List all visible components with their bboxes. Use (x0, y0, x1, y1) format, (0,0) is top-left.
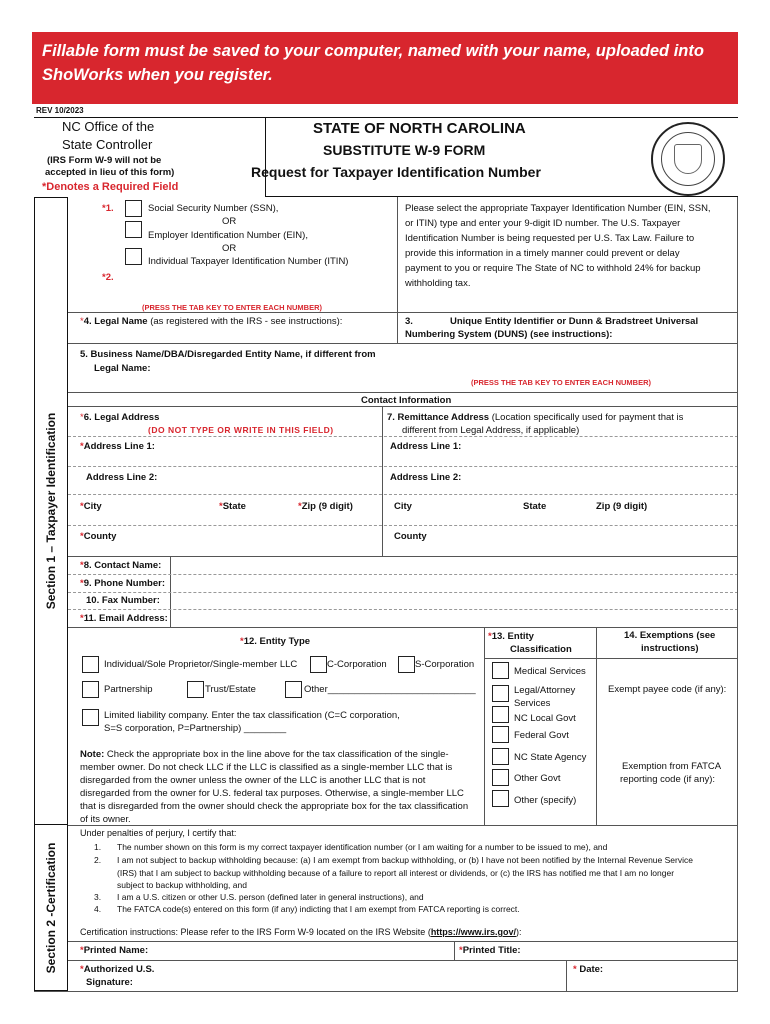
remit-zip-label: Zip (9 digit) (596, 501, 648, 512)
date-label: * Date: (573, 964, 604, 975)
s-corporation-checkbox[interactable] (398, 656, 415, 673)
section-1-label-box (34, 197, 68, 825)
address-divider (382, 406, 383, 556)
uei-label-line-1: Unique Entity Identifier or Dunn & Bradstreet Universal (450, 316, 699, 327)
entity-note-line-1: Note: Check the appropriate box in the line above for the tax classification of the single- (80, 749, 449, 760)
fatca-label-2: reporting code (if any): (620, 774, 716, 785)
divider-section-1-end (68, 825, 738, 826)
office-name-line-2: State Controller (62, 137, 153, 152)
or-label-2: OR (222, 243, 237, 254)
trust-estate-checkbox[interactable] (187, 681, 204, 698)
nc-local-govt-label: NC Local Govt (514, 713, 576, 724)
tin-question-1: *1. (102, 203, 114, 214)
phone-number-label: *9. Phone Number: (80, 578, 165, 589)
email-address-label: *11. Email Address: (80, 613, 168, 624)
tin-instructions-line-5: payment to you or require The State of NC to withhold 24% for backup (405, 263, 701, 274)
remit-address-label: 7. Remittance Address (Location specifically used for payment that is (387, 412, 684, 423)
divider-contact-name (68, 574, 738, 575)
uei-label-line-2: Numbering System (DUNS) (see instructions): (405, 329, 613, 340)
legal-attorney-label-2: Services (514, 698, 551, 709)
entity-type-header: *12. Entity Type (240, 636, 311, 647)
nc-state-agency-label: NC State Agency (514, 752, 587, 763)
tin-tab-note: (PRESS THE TAB KEY TO ENTER EACH NUMBER) (142, 303, 323, 312)
other-entity-checkbox[interactable] (285, 681, 302, 698)
legal-state-label: *State (219, 501, 246, 512)
certification-instructions: Certification instructions: Please refer to the IRS Form W-9 located on the IRS Website (https://www.irs.gov/): (80, 927, 522, 937)
section-2-label: Section 2 -Certification (44, 842, 58, 973)
individual-label: Individual/Sole Proprietor/Single-member LLC (104, 659, 298, 670)
seal-shield-icon (674, 144, 702, 174)
divider-phone (68, 592, 738, 593)
cert-item-3-text: I am a U.S. citizen or other U.S. person (defined later in general instructions), and (117, 892, 424, 902)
legal-attorney-checkbox[interactable] (492, 685, 509, 702)
cert-item-3-num: 3. (94, 892, 102, 902)
signature-label-2: Signature: (86, 977, 133, 988)
instruction-banner (32, 32, 738, 104)
business-name-label-1: 5. Business Name/DBA/Disregarded Entity Name, if different from (80, 349, 376, 360)
business-tab-note: (PRESS THE TAB KEY TO ENTER EACH NUMBER) (471, 378, 652, 387)
ssn-label: Social Security Number (SSN), (148, 203, 279, 214)
divider-printed-name (68, 941, 738, 942)
office-note-line-2: accepted in lieu of this form) (45, 167, 175, 178)
cert-item-2-cont-2: subject to backup withholding, and (117, 880, 247, 890)
individual-checkbox[interactable] (82, 656, 99, 673)
entity-note-line-2: member owner. Do not check LLC if the LLC is classified as a single-member LLC that is (80, 762, 453, 773)
divider-city (68, 525, 738, 526)
divider-county (68, 556, 738, 557)
entity-note-line-4: disregarded from the owner for U.S. federal tax purposes. Otherwise, a single-member LLC (80, 788, 464, 799)
banner-line-2: ShoWorks when you register. (42, 66, 273, 84)
contact-information-header: Contact Information (361, 395, 452, 406)
divider-signature (68, 960, 738, 961)
medical-services-label: Medical Services (514, 666, 586, 677)
certification-intro: Under penalties of perjury, I certify that: (80, 828, 237, 838)
exemptions-header-1: 14. Exemptions (see (624, 630, 716, 641)
required-field-notice: *Denotes a Required Field (42, 181, 179, 193)
remit-address-line-2: Address Line 2: (390, 472, 462, 483)
federal-govt-checkbox[interactable] (492, 726, 509, 743)
nc-state-agency-checkbox[interactable] (492, 748, 509, 765)
remit-county-label: County (394, 531, 427, 542)
ssn-checkbox[interactable] (125, 200, 142, 217)
divider-legal-name (68, 343, 738, 344)
remit-address-line-1: Address Line 1: (390, 441, 462, 452)
revision-label: REV 10/2023 (36, 106, 84, 115)
partnership-checkbox[interactable] (82, 681, 99, 698)
classification-header-1: *13. Entity (488, 631, 534, 642)
tin-instructions-line-6: withholding tax. (405, 278, 471, 289)
contact-name-label: *8. Contact Name: (80, 560, 162, 571)
divider-address-line-1 (68, 466, 738, 467)
business-name-label-2: Legal Name: (94, 363, 151, 374)
llc-checkbox[interactable] (82, 709, 99, 726)
printed-name-label: *Printed Name: (80, 945, 149, 956)
fatca-label-1: Exemption from FATCA (622, 761, 722, 772)
cert-item-2-cont-1: (IRS) that I am subject to backup withholding because of a failure to report all interest or dividends, or (c) the IRS has notified me that I am no longer (117, 868, 675, 878)
ein-checkbox[interactable] (125, 221, 142, 238)
banner-line-1: Fillable form must be saved to your computer, named with your name, uploaded into (42, 42, 704, 60)
tin-instructions-line-1: Please select the appropriate Taxpayer Identification Number (EIN, SSN, (405, 203, 711, 214)
legal-address-line-2: Address Line 2: (86, 472, 158, 483)
irs-website-link[interactable]: https://www.irs.gov/ (430, 927, 516, 937)
divider-classification-header (484, 658, 738, 659)
legal-attorney-label-1: Legal/Attorney (514, 685, 576, 696)
c-corporation-label: C-Corporation (327, 659, 387, 670)
form-title-request: Request for Taxpayer Identification Number (251, 164, 541, 180)
legal-county-label: *County (80, 531, 117, 542)
date-divider (566, 960, 567, 991)
section-1-label: Section 1 – Taxpayer Identification (44, 412, 58, 610)
legal-address-line-1: *Address Line 1: (80, 441, 155, 452)
entity-note-line-3: disregarded from the owner unless the owner of the LLC is another LLC that is not (80, 775, 426, 786)
cert-item-1-num: 1. (94, 842, 102, 852)
tin-instructions-line-4: provide this information in a timely manner could prevent or delay (405, 248, 680, 259)
other-specify-checkbox[interactable] (492, 790, 509, 807)
ein-label: Employer Identification Number (EIN), (148, 230, 308, 241)
itin-label: Individual Taxpayer Identification Number (ITIN) (148, 256, 349, 267)
legal-address-label: *6. Legal Address (80, 412, 160, 423)
cert-item-4-num: 4. (94, 904, 102, 914)
cert-item-4-text: The FATCA code(s) entered on this form (if any) indicting that I am exempt from FATCA reporting is correct. (117, 904, 520, 914)
other-govt-checkbox[interactable] (492, 769, 509, 786)
medical-services-checkbox[interactable] (492, 662, 509, 679)
divider-address-line-2 (68, 494, 738, 495)
trust-estate-label: Trust/Estate (205, 684, 256, 695)
remit-state-label: State (523, 501, 547, 512)
other-govt-label: Other Govt (514, 773, 561, 784)
printed-title-divider (454, 941, 455, 960)
divider-form-end (34, 991, 738, 992)
classification-header-2: Classification (510, 644, 572, 655)
legal-zip-label: *Zip (9 digit) (298, 501, 353, 512)
other-entity-label: Other____________________________ (304, 684, 476, 695)
llc-label-1: Limited liability company. Enter the tax classification (C=C corporation, (104, 710, 400, 721)
itin-checkbox[interactable] (125, 248, 142, 265)
cert-item-1-text: The number shown on this form is my correct taxpayer identification number (or I am waiting for a number to be issued to me), and (117, 842, 608, 852)
c-corporation-checkbox[interactable] (310, 656, 327, 673)
tin-instructions-line-2: or ITIN) type and enter your 9-digit ID number. The U.S. Taxpayer (405, 218, 681, 229)
legal-address-warning: (DO NOT TYPE OR WRITE IN THIS FIELD) (148, 425, 334, 435)
section-2-label-box (34, 825, 68, 991)
partnership-label: Partnership (104, 684, 153, 695)
federal-govt-label: Federal Govt (514, 730, 569, 741)
signature-label-1: *Authorized U.S. (80, 964, 155, 975)
remit-city-label: City (394, 501, 412, 512)
divider-business-name (68, 392, 738, 393)
nc-local-govt-checkbox[interactable] (492, 706, 509, 723)
other-specify-label: Other (specify) (514, 795, 577, 806)
s-corporation-label: S-Corporation (415, 659, 475, 670)
printed-title-label: *Printed Title: (459, 945, 521, 956)
office-name-line-1: NC Office of the (62, 119, 155, 134)
right-border (737, 197, 738, 991)
divider-fax (68, 609, 738, 610)
entity-note-line-5: that is disregarded from the owner should check the appropriate box for the tax classification (80, 801, 469, 812)
fax-number-label: 10. Fax Number: (86, 595, 160, 606)
legal-name-label: *4. Legal Name (as registered with the IRS - see instructions): (80, 316, 343, 327)
exemptions-header-2: instructions) (641, 643, 699, 654)
legal-city-label: *City (80, 501, 102, 512)
form-title-substitute: SUBSTITUTE W-9 FORM (323, 142, 486, 158)
office-note-line-1: (IRS Form W-9 will not be (47, 155, 162, 166)
entity-type-divider (484, 627, 485, 825)
remit-address-note: different from Legal Address, if applicable) (402, 425, 580, 436)
form-title-state: STATE OF NORTH CAROLINA (313, 120, 526, 137)
cert-item-2-text: I am not subject to backup withholding because: (a) I am exempt from backup withholding, or (b) I have not been notified by the Internal Revenue Service (117, 855, 693, 865)
divider-email (68, 627, 738, 628)
classification-divider (596, 627, 597, 825)
uei-number: 3. (405, 316, 413, 327)
tin-question-2: *2. (102, 272, 114, 283)
exempt-payee-label: Exempt payee code (if any): (608, 684, 727, 695)
llc-label-2: S=S corporation, P=Partnership) ________ (104, 723, 287, 734)
tin-divider (397, 197, 398, 343)
tin-instructions-line-3: Identification Number is being requested per U.S. Tax Law. Failure to (405, 233, 695, 244)
cert-item-2-num: 2. (94, 855, 102, 865)
or-label-1: OR (222, 216, 237, 227)
entity-note-line-6: of its owner. (80, 814, 131, 825)
